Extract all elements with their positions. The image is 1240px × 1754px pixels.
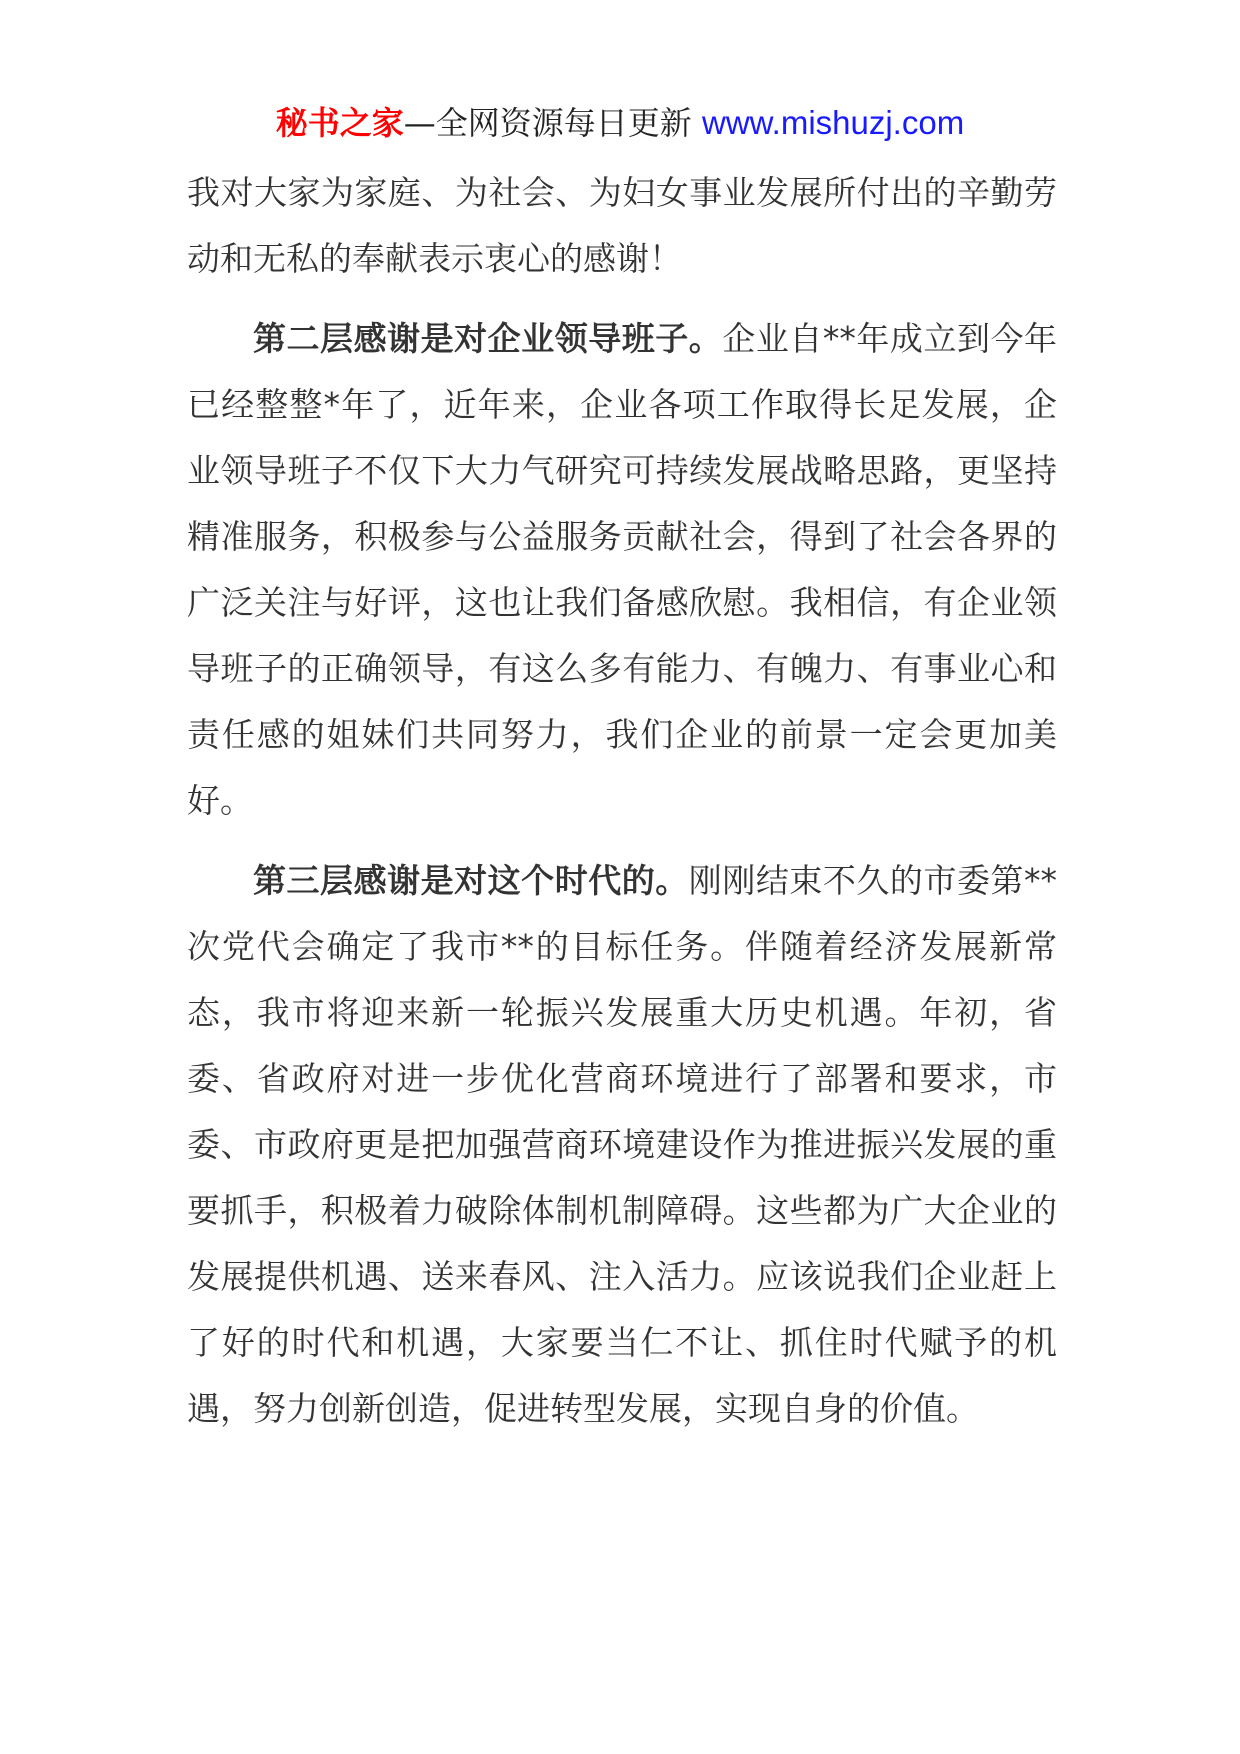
header-brand: 秘书之家 (275, 104, 404, 142)
header-tagline: —全网资源每日更新 (403, 104, 692, 142)
header-url-link[interactable]: www.mishuzj.com (701, 104, 965, 141)
paragraph-3-text: 刚刚结束不久的市委第**次党代会确定了我市**的目标任务。伴随着经济发展新常态，我市将迎来新一轮振兴发展重大历史机遇。年初，省委、省政府对进一步优化营商环境进行了部署和要求，市委、市政府更是把加强营商环境建设作为推进振兴发展的重要抓手，积极着力破除体制机制障碍。这些都为广大企业的发展提供机遇、送来春风、注入活力。应该说我们企业赶上了好的时代和机遇，大家要当仁不让、抓住时代赋予的机遇，努力创新创造，促进转型发展，实现自身的价值。 (187, 861, 1058, 1428)
document-body (187, 160, 1057, 1442)
paragraph-2-text: 企业自**年成立到今年已经整整*年了，近年来，企业各项工作取得长足发展，企业领导班子不仅下大力气研究可持续发展战略思路，更坚持精准服务，积极参与公益服务贡献社会，得到了社会各界的广泛关注与好评，这也让我们备感欣慰。我相信，有企业领导班子的正确领导，有这么多有能力、有魄力、有事业心和责任感的姐妹们共同努力，我们企业的前景一定会更加美好。 (187, 319, 1058, 820)
paragraph-1-text: 我对大家为家庭、为社会、为妇女事业发展所付出的辛勤劳动和无私的奉献表示衷心的感谢！ (187, 173, 1057, 278)
paragraph-3 (187, 848, 1057, 1442)
paragraph-2-lead: 第二层感谢是对企业领导班子。 (253, 319, 723, 358)
page-header (0, 98, 1240, 148)
paragraph-3-lead: 第三层感谢是对这个时代的。 (253, 861, 689, 900)
paragraph-2 (187, 306, 1057, 834)
paragraph-1 (187, 160, 1057, 292)
